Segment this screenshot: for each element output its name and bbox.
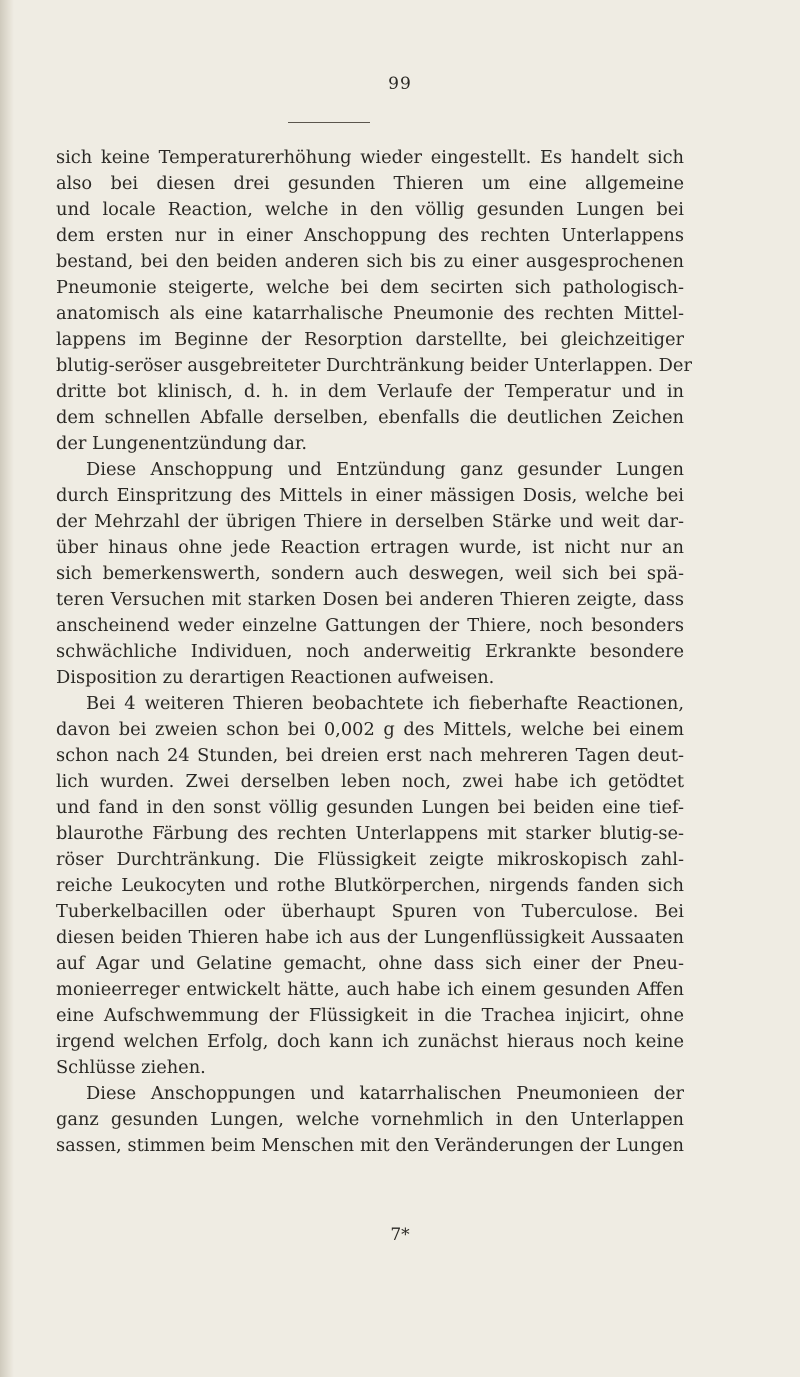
text-line: schwächliche Individuen, noch anderweitig Erkrankte besondere [56, 641, 684, 662]
text-line: monieerreger entwickelt hätte, auch habe ich einem gesunden Affen [56, 979, 684, 1000]
text-line: blutig-seröser ausgebreiteter Durchtränkung beider Unterlappen. Der [56, 355, 692, 376]
text-line: sassen, stimmen beim Menschen mit den Veränderungen der Lungen [56, 1135, 684, 1156]
text-line: Bei 4 weiteren Thieren beobachtete ich fieberhafte Reactionen, [86, 693, 684, 714]
text-line: bestand, bei den beiden anderen sich bis zu einer ausgesprochenen [56, 251, 684, 272]
text-line: Schlüsse ziehen. [56, 1057, 206, 1078]
text-line: der Lungenentzündung dar. [56, 433, 308, 454]
text-line: Diese Anschoppungen und katarrhalischen Pneumonieen der [86, 1083, 684, 1104]
text-line: sich bemerkenswerth, sondern auch deswegen, weil sich bei spä- [56, 563, 684, 584]
text-line: anatomisch als eine katarrhalische Pneumonie des rechten Mittel- [56, 303, 684, 324]
page-number-rule [288, 122, 370, 123]
text-line: über hinaus ohne jede Reaction ertragen wurde, ist nicht nur an [56, 537, 684, 558]
text-line: Diese Anschoppung und Entzündung ganz gesunder Lungen [86, 459, 684, 480]
text-line: schon nach 24 Stunden, bei dreien erst nach mehreren Tagen deut- [56, 745, 684, 766]
text-line: also bei diesen drei gesunden Thieren um eine allgemeine [56, 173, 684, 194]
text-line: und locale Reaction, welche in den völlig gesunden Lungen bei [56, 199, 684, 220]
text-line: Tuberkelbacillen oder überhaupt Spuren von Tuberculose. Bei [56, 901, 684, 922]
text-line: lappens im Beginne der Resorption darstellte, bei gleichzeitiger [56, 329, 684, 350]
text-line: reiche Leukocyten und rothe Blutkörperchen, nirgends fanden sich [56, 875, 684, 896]
text-line: Disposition zu derartigen Reactionen aufweisen. [56, 667, 495, 688]
body-text [56, 145, 692, 1159]
text-line: blaurothe Färbung des rechten Unterlappens mit starker blutig-se- [56, 823, 684, 844]
page-number: 99 [388, 74, 412, 94]
text-line: davon bei zweien schon bei 0,002 g des Mittels, welche bei einem [56, 719, 684, 740]
text-line: röser Durchtränkung. Die Flüssigkeit zeigte mikroskopisch zahl- [56, 849, 684, 870]
text-line: sich keine Temperaturerhöhung wieder eingestellt. Es handelt sich [56, 147, 684, 168]
text-line: lich wurden. Zwei derselben leben noch, zwei habe ich getödtet [56, 771, 684, 792]
text-line: teren Versuchen mit starken Dosen bei anderen Thieren zeigte, dass [56, 589, 684, 610]
text-line: dem schnellen Abfalle derselben, ebenfalls die deutlichen Zeichen [56, 407, 684, 428]
text-line: dem ersten nur in einer Anschoppung des rechten Unterlappens [56, 225, 684, 246]
text-line: dritte bot klinisch, d. h. in dem Verlaufe der Temperatur und in [56, 381, 684, 402]
text-line: ganz gesunden Lungen, welche vornehmlich in den Unterlappen [56, 1109, 684, 1130]
text-line: und fand in den sonst völlig gesunden Lungen bei beiden eine tief- [56, 797, 684, 818]
text-line: durch Einspritzung des Mittels in einer mässigen Dosis, welche bei [56, 485, 684, 506]
text-line: diesen beiden Thieren habe ich aus der Lungenflüssigkeit Aussaaten [56, 927, 684, 948]
signature-mark: 7* [390, 1225, 410, 1245]
text-line: der Mehrzahl der übrigen Thiere in derselben Stärke und weit dar- [56, 511, 684, 532]
text-line: irgend welchen Erfolg, doch kann ich zunächst hieraus noch keine [56, 1031, 684, 1052]
text-line: eine Aufschwemmung der Flüssigkeit in die Trachea injicirt, ohne [56, 1005, 684, 1026]
text-line: Pneumonie steigerte, welche bei dem secirten sich pathologisch- [56, 277, 684, 298]
text-line: anscheinend weder einzelne Gattungen der Thiere, noch besonders [56, 615, 684, 636]
text-line: auf Agar und Gelatine gemacht, ohne dass sich einer der Pneu- [56, 953, 684, 974]
page-gutter-shadow [0, 0, 14, 1377]
